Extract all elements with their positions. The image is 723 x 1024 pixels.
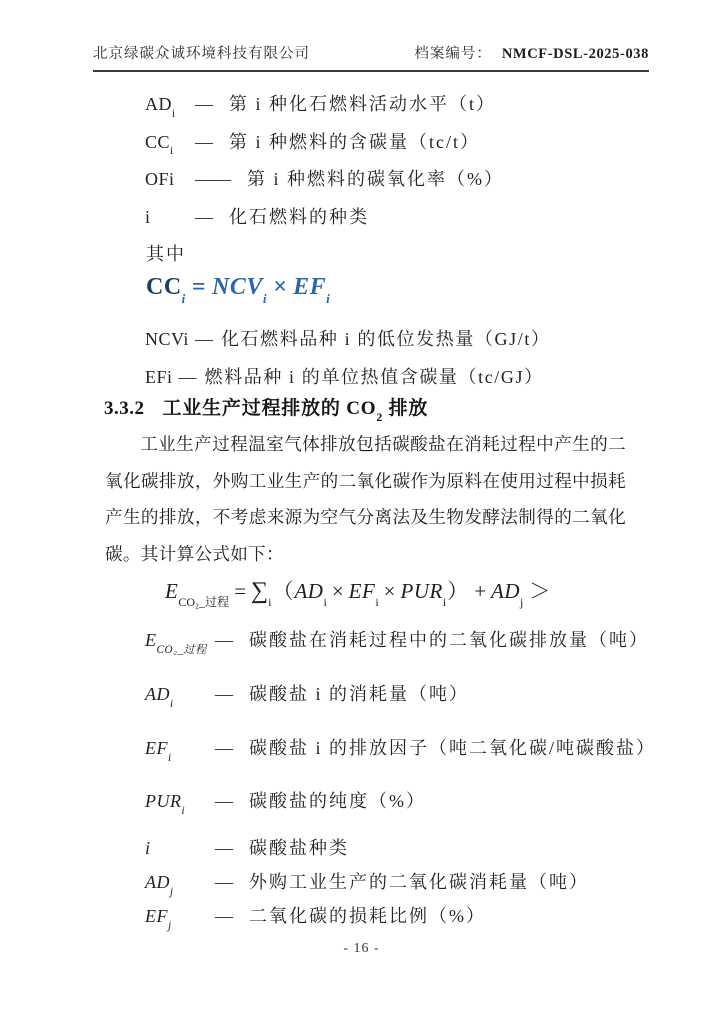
sigma-symbol: ∑ (251, 578, 269, 604)
definition-row (145, 320, 551, 358)
definition-text: 碳酸盐 i 的排放因子（吨二氧化碳/吨碳酸盐） (249, 738, 656, 758)
definition-row (145, 624, 656, 657)
dash: — (215, 738, 233, 758)
archive-number-label: 档案编号： (414, 46, 492, 62)
sigma-subscript: i (268, 595, 272, 610)
symbol (145, 866, 215, 899)
page-header (93, 42, 649, 72)
section-title-prefix: 工业生产过程排放的 CO (162, 398, 377, 419)
archive-number-value: NMCF-DSL-2025-038 (501, 46, 649, 62)
dash: — (195, 206, 213, 227)
symbol (145, 832, 215, 865)
definition-row (145, 678, 656, 711)
symbol-base: EF (145, 738, 168, 758)
ncv-ef-definitions-list (145, 320, 551, 396)
symbol-subscript: j (168, 919, 172, 932)
formula-cc-ncv-ef (146, 274, 331, 306)
definition-row (145, 358, 551, 396)
multiply-sign: × (383, 579, 396, 603)
symbol (145, 86, 195, 124)
definition-text: 第 i 种燃料的碳氧化率（%） (247, 169, 504, 189)
symbol (145, 900, 215, 933)
symbol (145, 624, 215, 657)
symbol: NCVi (145, 329, 189, 349)
symbol-base: E (145, 630, 157, 650)
dash: — (195, 131, 213, 152)
definition-text: 第 i 种化石燃料活动水平（t） (229, 94, 497, 114)
definition-text: 化石燃料品种 i 的低位发热量（GJ/t） (220, 329, 551, 349)
symbol-subscript: i (168, 751, 172, 764)
formula-ef-subscript: i (375, 595, 379, 610)
symbol-subscript: j (170, 885, 174, 898)
dash: — (178, 367, 197, 387)
equals-sign: = (191, 274, 206, 300)
formula-e: E (165, 579, 179, 603)
formula-ad-j-subscript: j (520, 595, 524, 610)
formula-ncv: NCV (211, 274, 263, 300)
definition-text: 第 i 种燃料的含碳量（tc/t） (229, 131, 480, 152)
symbol-subscript: i (181, 804, 186, 817)
symbol (145, 199, 195, 237)
close-paren: ） (447, 579, 469, 603)
multiply-sign: × (331, 579, 344, 603)
dash: — (215, 791, 233, 811)
formula-ncv-subscript: i (262, 290, 267, 306)
definition-row (145, 199, 504, 237)
formula-ef-subscript: i (326, 290, 331, 306)
symbol-subscript: i (170, 145, 174, 158)
formula-lhs-subscript: i (181, 290, 186, 306)
symbol-base: AD (145, 872, 170, 892)
dash: — (215, 684, 233, 704)
co2-subscript: 2 (376, 410, 384, 424)
formula-ef: EF (293, 274, 327, 300)
symbol-base: CC (145, 131, 171, 152)
definition-text: 碳酸盐在消耗过程中的二氧化碳排放量（吨） (249, 630, 649, 650)
page-number: - 16 - (343, 941, 380, 956)
formula-e-subscript: CO₂_过程 (178, 595, 230, 610)
symbol: EFi (145, 367, 173, 387)
symbol (145, 732, 215, 765)
symbol-subscript: i (170, 697, 174, 710)
formula-pur: PUR (400, 579, 443, 603)
symbol (145, 678, 215, 711)
archive-number-group (414, 42, 649, 63)
symbol-base: PUR (145, 791, 182, 811)
fuel-definitions-list (145, 86, 504, 236)
symbol-base: i (145, 206, 151, 227)
dash: — (215, 906, 233, 926)
definition-row (145, 785, 656, 818)
symbol-subscript: CO₂_过程 (156, 643, 207, 656)
open-paren: （ (272, 579, 294, 603)
process-definitions-list (145, 624, 656, 933)
formula-ad-subscript: i (323, 595, 327, 610)
formula-process-emission (165, 575, 551, 610)
definition-row (145, 161, 504, 199)
company-name: 北京绿碳众诚环境科技有限公司 (93, 46, 310, 62)
dash: — (194, 329, 213, 349)
symbol-base: AD (145, 684, 170, 704)
wherein-label: 其中 (146, 244, 186, 264)
symbol (145, 124, 195, 162)
plus-sign: + (474, 579, 487, 603)
definition-row (145, 866, 656, 899)
definition-text: 碳酸盐的纯度（%） (249, 791, 426, 811)
multiply-sign: × (272, 274, 288, 300)
symbol (145, 161, 195, 199)
section-heading (104, 393, 429, 424)
dash: — (215, 838, 233, 858)
symbol-base: OFi (145, 169, 175, 189)
equals-sign: = (234, 579, 247, 603)
section-number: 3.3.2 (104, 398, 145, 419)
dash: —— (195, 169, 231, 189)
definition-text: 碳酸盐种类 (249, 838, 349, 858)
definition-row (145, 832, 656, 865)
formula-ad: AD (294, 579, 324, 603)
body-paragraph: 工业生产过程温室气体排放包括碳酸盐在消耗过程中产生的二氧化碳排放，外购工业生产的二氧化碳作为原料在使用过程中损耗产生的排放，不考虑来源为空气分离法及生物发酵法制得的二氧化碳。其计算公式如下： (105, 434, 626, 564)
definition-row (145, 900, 656, 933)
definition-row (145, 86, 504, 124)
symbol-base: AD (145, 94, 172, 114)
definition-text: 二氧化碳的损耗比例（%） (249, 906, 486, 926)
symbol (145, 785, 215, 818)
dash: — (215, 872, 233, 892)
definition-row (145, 732, 656, 765)
definition-text: 化石燃料的种类 (229, 206, 369, 227)
formula-lhs: CC (146, 274, 182, 300)
symbol-subscript: i (172, 107, 176, 120)
formula-ad-j: AD (491, 579, 521, 603)
definition-text: 燃料品种 i 的单位热值含碳量（tc/GJ） (204, 367, 544, 387)
section-title-suffix: 排放 (383, 398, 429, 419)
dash: — (215, 630, 233, 650)
definition-text: 碳酸盐 i 的消耗量（吨） (249, 684, 469, 704)
section-title (162, 398, 429, 424)
dash: — (195, 94, 213, 114)
definition-text: 外购工业生产的二氧化碳消耗量（吨） (249, 872, 589, 892)
symbol-base: i (145, 838, 151, 858)
definition-row (145, 124, 504, 162)
trailing-angle: ＞ (529, 579, 551, 603)
symbol-base: EF (145, 906, 168, 926)
formula-ef: EF (348, 579, 376, 603)
formula-pur-subscript: i (442, 595, 447, 610)
